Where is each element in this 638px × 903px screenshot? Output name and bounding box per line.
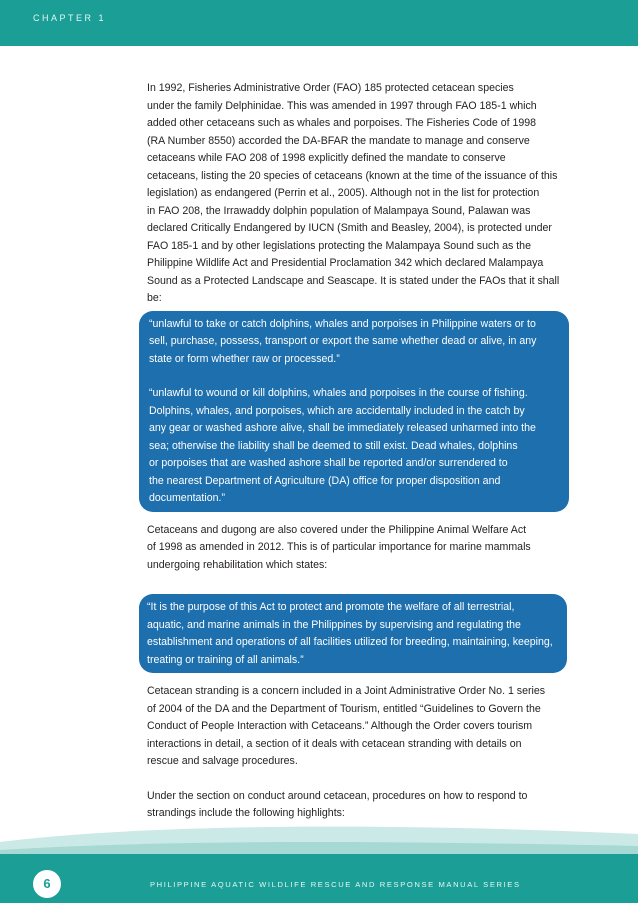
text-line: cetaceans, listing the 20 species of cetaceans (known at the time of the issuance of this xyxy=(147,169,558,182)
main-content xyxy=(147,80,565,823)
text-line: declared Critically Endangered by IUCN (Smith and Beasley, 2004), is protected under xyxy=(147,222,552,234)
text-line: “unlawful to take or catch dolphins, whales and porpoises in Philippine waters or to xyxy=(149,317,536,330)
text-line: state or form whether raw or processed.” xyxy=(149,352,340,365)
text-line: FAO 185-1 and by other legislations protecting the Malampaya Sound such as the xyxy=(147,239,531,252)
text-line: Under the section on conduct around cetacean, procedures on how to respond to xyxy=(147,789,528,802)
text-line: treating or training of all animals.” xyxy=(147,653,304,666)
text-line: rescue and salvage procedures. xyxy=(147,755,298,767)
text-line: Sound as a Protected Landscape and Seascape. It is stated under the FAOs that it shall xyxy=(147,274,560,287)
text-line: legislation) as endangered (Perrin et al., 2005). Although not in the list for protection xyxy=(147,187,540,199)
quote-purpose xyxy=(147,599,559,669)
text-line: “It is the purpose of this Act to protect and promote the welfare of all terrestrial, xyxy=(147,601,515,613)
text-line: Cetaceans and dugong are also covered under the Philippine Animal Welfare Act xyxy=(147,523,527,536)
text-line: (RA Number 8550) accorded the DA-BFAR the mandate to manage and conserve xyxy=(147,134,530,147)
text-line: of 1998 as amended in 2012. This is of particular importance for marine mammals xyxy=(147,541,531,553)
chapter-label: CHAPTER 1 xyxy=(33,13,107,23)
text-line: Philippine Wildlife Act and Presidential Proclamation 342 which declared Malampaya xyxy=(147,257,544,269)
text-line: under the family Delphinidae. This was amended in 1997 through FAO 185-1 which xyxy=(147,99,537,112)
quote-box-fao xyxy=(139,311,569,512)
text-line: added other cetaceans such as whales and porpoises. The Fisheries Code of 1998 xyxy=(147,117,537,129)
paragraph-animal-welfare xyxy=(147,522,565,575)
text-line: In 1992, Fisheries Administrative Order (FAO) 185 protected cetacean species xyxy=(147,82,514,94)
text-line: establishment and operations of all facilities utilized for breeding, maintaining, keeping, xyxy=(147,636,553,648)
series-title: PHILIPPINE AQUATIC WILDLIFE RESCUE AND RESPONSE MANUAL SERIES xyxy=(150,880,521,889)
text-line: cetaceans while FAO 208 of 1998 explicitly defined the mandate to conserve xyxy=(147,152,506,164)
text-line: “unlawful to wound or kill dolphins, whales and porpoises in the course of fishing. xyxy=(149,387,528,399)
text-line: any gear or washed ashore alive, shall be immediately released unharmed into the xyxy=(149,422,536,434)
footer-band xyxy=(0,854,638,903)
text-line: sell, purchase, possess, transport or export the same whether dead or alive, in any xyxy=(149,335,537,347)
text-line: Conduct of People Interaction with Cetaceans.” Although the Order covers tourism xyxy=(147,720,533,732)
text-line: undergoing rehabilitation which states: xyxy=(147,558,328,571)
text-line: strandings include the following highlights: xyxy=(147,807,345,819)
text-line: the nearest Department of Agriculture (DA) office for proper disposition and xyxy=(149,474,501,487)
text-line: interactions in detail, a section of it deals with cetacean stranding with details on xyxy=(147,737,522,750)
quote-box-animal-welfare xyxy=(139,594,567,673)
text-line: Cetacean stranding is a concern included in a Joint Administrative Order No. 1 series xyxy=(147,685,546,697)
text-line: sea; otherwise the liability shall be deemed to still exist. Dead whales, dolphins xyxy=(149,439,518,452)
text-line: be: xyxy=(147,292,162,304)
page-number: 6 xyxy=(31,868,63,900)
text-line: or porpoises that are washed ashore shall be reported and/or surrendered to xyxy=(149,457,508,469)
text-line: aquatic, and marine animals in the Philippines by supervising and regulating the xyxy=(147,618,521,631)
paragraph-conduct xyxy=(147,788,565,823)
quote-unlawful-take xyxy=(149,316,561,369)
text-line: in FAO 208, the Irrawaddy dolphin population of Malampaya Sound, Palawan was xyxy=(147,204,531,217)
text-line: Dolphins, whales, and porpoises, which are accidentally included in the catch by xyxy=(149,404,525,417)
text-line: documentation.” xyxy=(149,492,225,504)
header-band xyxy=(0,0,638,46)
text-line: of 2004 of the DA and the Department of Tourism, entitled “Guidelines to Govern the xyxy=(147,702,541,715)
paragraph-stranding xyxy=(147,683,565,771)
paragraph-legislation xyxy=(147,80,565,308)
quote-unlawful-wound xyxy=(149,385,561,508)
